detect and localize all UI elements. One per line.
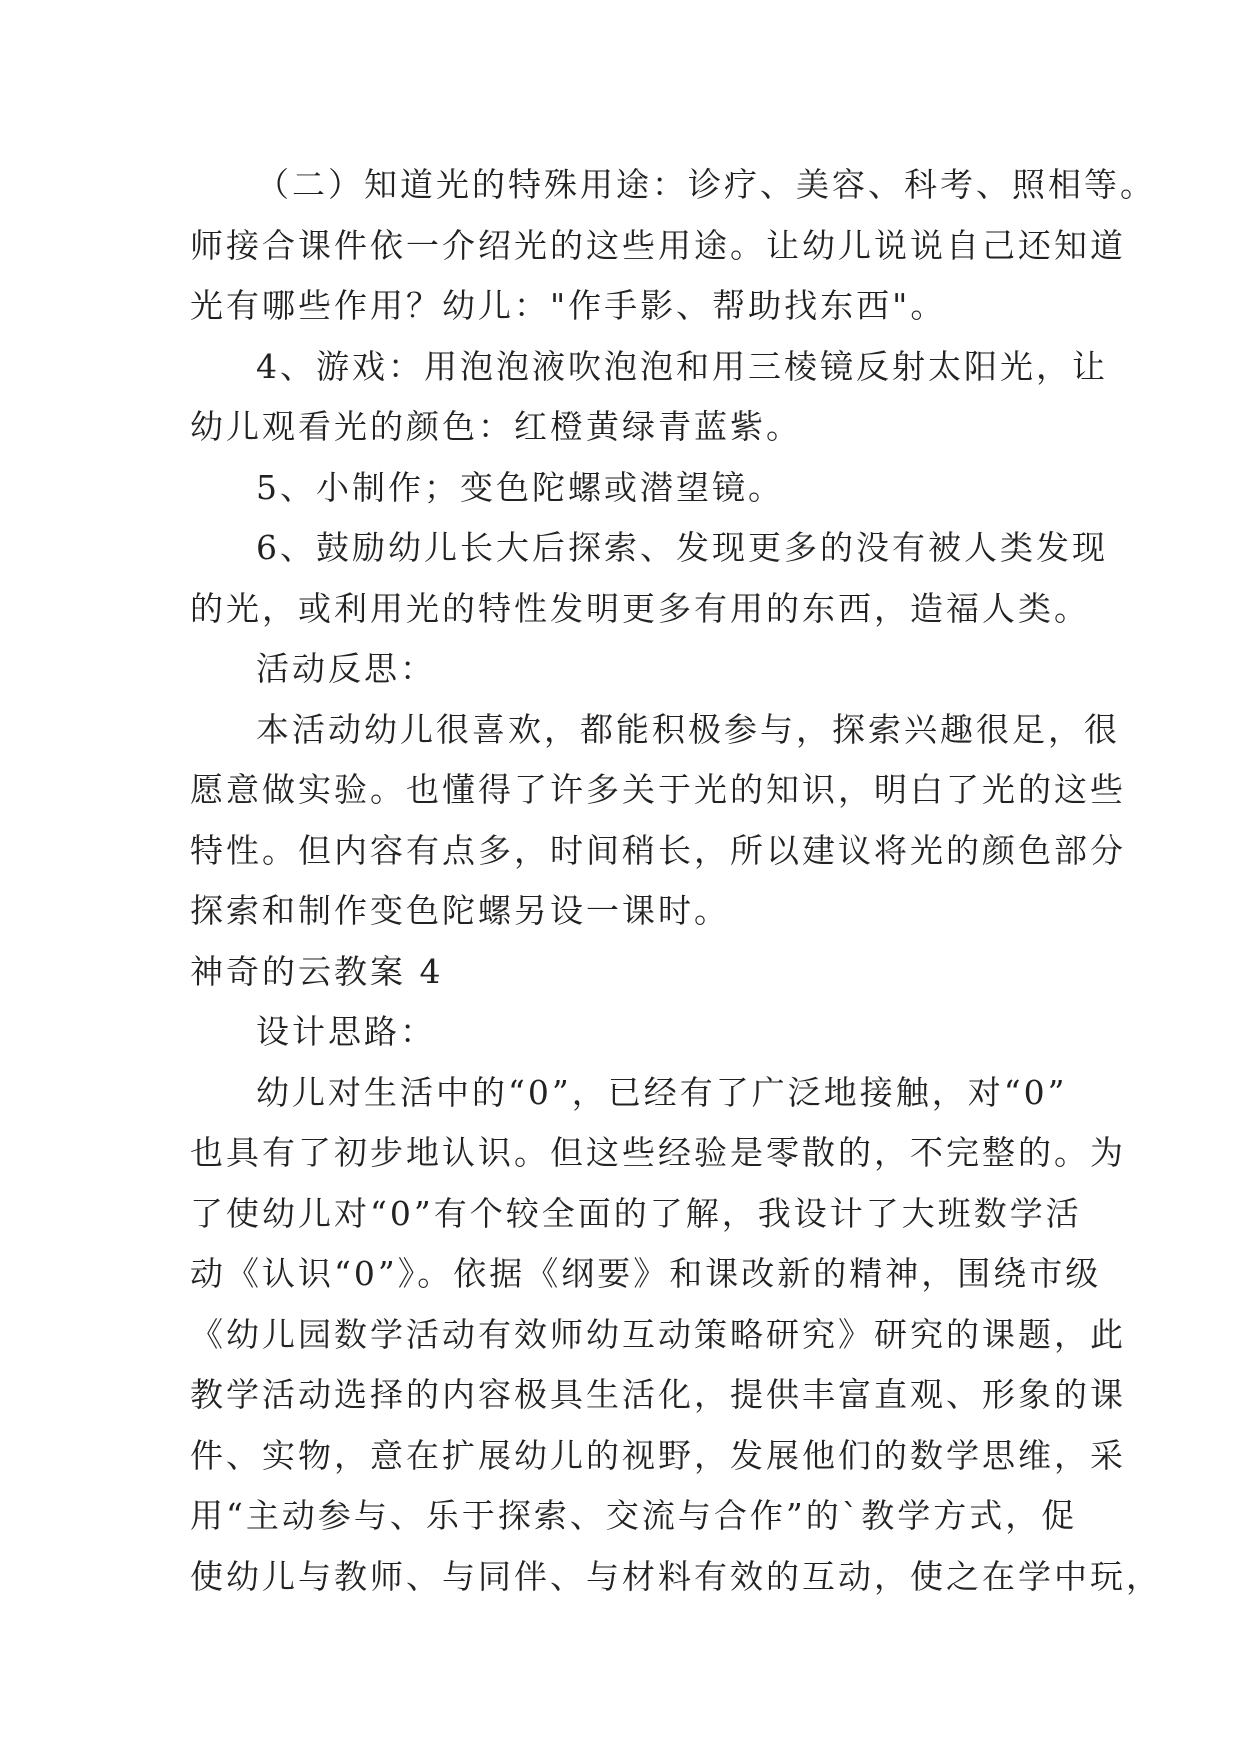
paragraph-line: 件、实物，意在扩展幼儿的视野，发展他们的数学思维，采 xyxy=(190,1435,1126,1475)
paragraph-line: 用“主动参与、乐于探索、交流与合作”的`教学方式，促 xyxy=(190,1496,1078,1535)
document-body xyxy=(190,155,1162,1607)
paragraph-line: 的光，或利用光的特性发明更多有用的东西，造福人类。 xyxy=(190,588,1090,628)
paragraph-line: 《幼儿园数学活动有效师幼互动策略研究》研究的课题，此 xyxy=(190,1314,1126,1354)
paragraph-line: 教学活动选择的内容极具生活化，提供丰富直观、形象的课 xyxy=(190,1375,1126,1414)
document-title: 神奇的云教案 4 xyxy=(190,951,444,991)
section-heading-design: 设计思路： xyxy=(256,1012,436,1051)
paragraph-line: 4、游戏：用泡泡液吹泡泡和用三棱镜反射太阳光，让 xyxy=(256,346,1108,386)
paragraph-line: 特性。但内容有点多，时间稍长，所以建议将光的颜色部分 xyxy=(190,830,1126,870)
paragraph-line: 愿意做实验。也懂得了许多关于光的知识，明白了光的这些 xyxy=(190,770,1126,809)
paragraph-line: 幼儿对生活中的“0”，已经有了广泛地接触，对“0” xyxy=(256,1072,1068,1112)
paragraph-line: 光有哪些作用？幼儿："作手影、帮助找东西"。 xyxy=(190,286,947,325)
paragraph-line: 5、小制作；变色陀螺或潜望镜。 xyxy=(256,467,784,507)
paragraph-line: 探索和制作变色陀螺另设一课时。 xyxy=(190,891,730,930)
paragraph-line: 使幼儿与教师、与同伴、与材料有效的互动，使之在学中玩， xyxy=(190,1556,1162,1596)
paragraph-line: 也具有了初步地认识。但这些经验是零散的，不完整的。为 xyxy=(190,1133,1126,1172)
paragraph-line: 了使幼儿对“0”有个较全面的了解，我设计了大班数学活 xyxy=(190,1193,1082,1233)
paragraph-line: 6、鼓励幼儿长大后探索、发现更多的没有被人类发现 xyxy=(256,528,1108,567)
paragraph-line: （二）知道光的特殊用途：诊疗、美容、科考、照相等。 xyxy=(256,165,1156,204)
paragraph-line: 幼儿观看光的颜色：红橙黄绿青蓝紫。 xyxy=(190,407,802,446)
section-heading-reflection: 活动反思： xyxy=(256,649,436,688)
paragraph-line: 师接合课件依一介绍光的这些用途。让幼儿说说自己还知道 xyxy=(190,225,1126,265)
paragraph-line: 动《认识“0”》。依据《纲要》和课改新的精神，围绕市级 xyxy=(190,1254,1102,1293)
paragraph-line: 本活动幼儿很喜欢，都能积极参与，探索兴趣很足，很 xyxy=(256,709,1120,749)
